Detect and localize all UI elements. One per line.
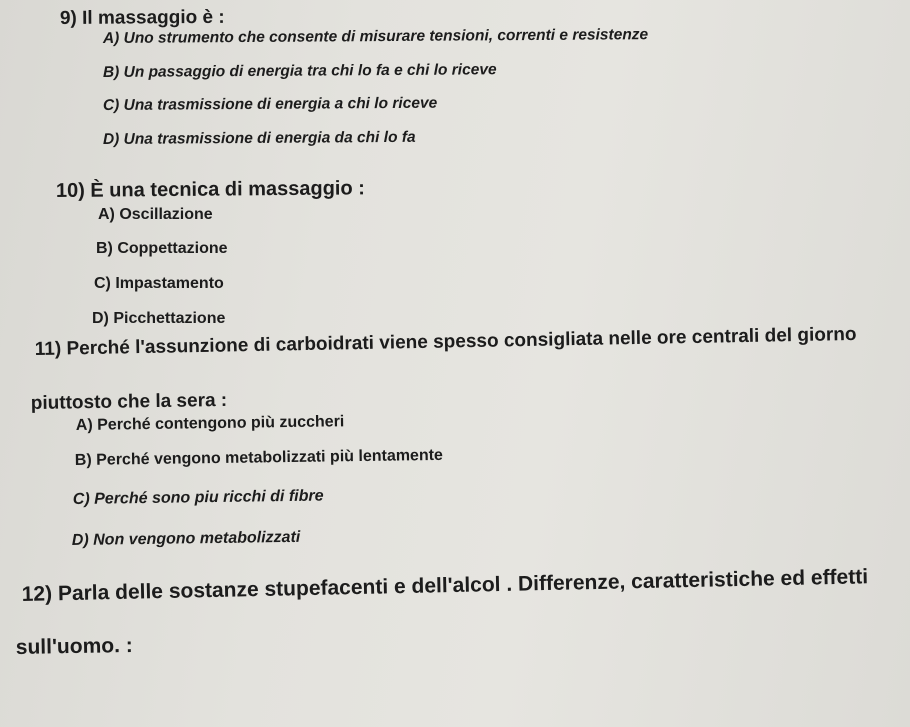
question-12-heading [21,565,868,607]
question-12-number: 12) [21,582,53,607]
question-10-option-a: A) Oscillazione [98,206,213,223]
question-9-option-b: B) Un passaggio di energia tra chi lo fa e chi lo riceve [102,61,497,82]
question-10-option-c: C) Impastamento [94,275,224,292]
question-10-heading [56,177,365,203]
question-11-option-b: B) Perché vengono metabolizzati più lentamente [74,446,444,470]
question-9-number: 9) [59,7,77,30]
question-11-text-line1: Perché l'assunzione di carboidrati viene spesso consigliata nelle ore centrali del giorno [66,323,857,360]
question-9-option-c: C) Una trasmissione di energia a chi lo riceve [102,94,438,115]
question-9-heading [60,7,225,30]
question-12-text-line1: Parla delle sostanze stupefacenti e dell'alcol . Differenze, caratteristiche ed effetti [57,565,869,606]
question-10-number: 10) [55,179,85,203]
question-11-option-a: A) Perché contengono più zuccheri [75,413,345,435]
question-9-option-d: D) Una trasmissione di energia da chi lo fa [102,128,416,149]
question-12-text-line2: sull'uomo. : [15,633,133,660]
question-11-text-line2: piuttosto che la sera : [30,389,228,415]
question-11-option-c: C) Perché sono piu ricchi di fibre [72,487,324,509]
question-11-number: 11) [34,338,62,361]
question-9-text: Il massaggio è : [82,6,225,29]
question-9-option-a: A) Uno strumento che consente di misurare tensioni, correnti e resistenze [102,26,649,48]
question-10-text: È una tecnica di massaggio : [90,177,365,202]
question-10-option-b: B) Coppettazione [96,240,228,257]
question-11-option-d: D) Non vengono metabolizzati [71,528,301,550]
question-10-option-d: D) Picchettazione [92,310,226,327]
question-11-heading [35,324,857,361]
